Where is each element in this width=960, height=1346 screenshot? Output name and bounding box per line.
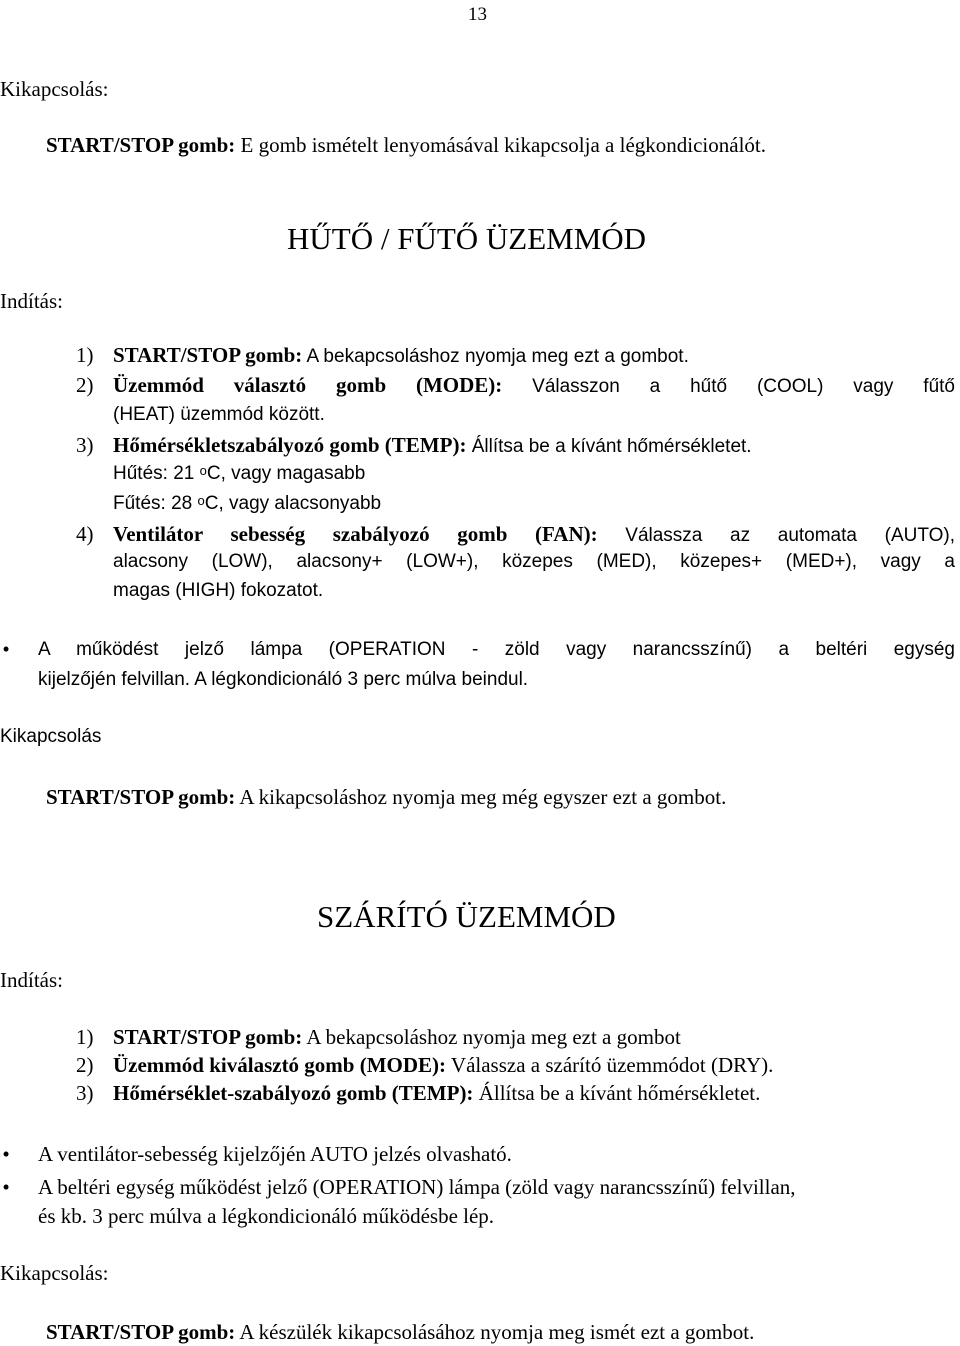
list-item <box>113 1051 773 1079</box>
button-name: START/STOP gomb: <box>46 1320 236 1344</box>
start-stop-off-line <box>46 131 766 159</box>
fan-line-3: magas (HIGH) fokozatot. <box>113 580 324 601</box>
bullet-text-line2: és kb. 3 perc múlva a légkondicionáló működésbe lép. <box>38 1204 495 1228</box>
bullet-text: A ventilátor-sebesség kijelzőjén AUTO jelzés olvasható. <box>38 1142 512 1166</box>
bullet-text-line1: A működést jelző lámpa (OPERATION - zöld vagy narancsszínű) a beltéri egység <box>38 639 955 660</box>
off-heading: Kikapcsolás: <box>0 1261 109 1285</box>
bullet-icon: • <box>2 637 10 661</box>
instruction-text: Válassza a szárító üzemmódot (DRY). <box>446 1053 774 1077</box>
list-item <box>113 1079 760 1107</box>
off-heading: Kikapcsolás: <box>0 77 109 101</box>
list-number: 1) <box>76 1025 94 1049</box>
start-stop-off-line <box>46 783 726 811</box>
section-title-cool-heat: HŰTŐ / FŰTŐ ÜZEMMÓD <box>287 221 647 256</box>
instruction-text: Válassza az automata (AUTO), <box>597 525 955 546</box>
instruction-text: Állítsa be a kívánt hőmérsékletet. <box>473 1081 761 1105</box>
bullet-text-line2: kijelzőjén felvillan. A légkondicionáló 3 perc múlva beindul. <box>38 669 529 690</box>
list-number: 3) <box>76 1081 94 1105</box>
list-item <box>113 371 955 401</box>
bullet-icon: • <box>2 1175 10 1199</box>
button-name: START/STOP gomb: <box>46 133 236 157</box>
page-number: 13 <box>468 4 487 25</box>
instruction-text: Állítsa be a kívánt hőmérsékletet. <box>466 436 752 457</box>
button-name: START/STOP gomb: <box>113 343 303 367</box>
button-name: Üzemmód választó gomb (MODE): <box>113 373 503 397</box>
list-number: 2) <box>76 373 94 397</box>
button-name: Hőmérséklet-szabályozó gomb (TEMP): <box>113 1081 474 1105</box>
list-item <box>113 431 752 461</box>
instruction-text: A készülék kikapcsolásához nyomja meg ismét ezt a gombot. <box>235 1320 755 1344</box>
heating-label: Fűtés: 28 <box>113 493 198 514</box>
heating-temp-line <box>113 490 381 518</box>
list-number: 2) <box>76 1053 94 1077</box>
list-number: 1) <box>76 343 94 367</box>
list-number: 3) <box>76 433 94 457</box>
bullet-icon: • <box>2 1142 10 1166</box>
cooling-temp-line <box>113 460 365 488</box>
button-name: Ventilátor sebesség szabályozó gomb (FAN): <box>113 522 598 546</box>
button-name: Üzemmód kiválasztó gomb (MODE): <box>113 1053 447 1077</box>
heating-value: C, vagy alacsonyabb <box>204 493 382 514</box>
list-item <box>113 1023 681 1051</box>
cooling-value: C, vagy magasabb <box>206 463 366 484</box>
list-item <box>113 520 955 550</box>
bullet-text-line1: A beltéri egység működést jelző (OPERATION) lámpa (zöld vagy narancsszínű) felvillan, <box>38 1175 796 1199</box>
start-heading: Indítás: <box>0 968 63 992</box>
list-item <box>113 341 689 371</box>
button-name: Hőmérsékletszabályozó gomb (TEMP): <box>113 433 467 457</box>
list-number: 4) <box>76 522 94 546</box>
degree-sup: o <box>199 463 207 478</box>
cooling-label: Hűtés: 21 <box>113 463 200 484</box>
instruction-text: A bekapcsoláshoz nyomja meg ezt a gombot <box>302 1025 681 1049</box>
instruction-text: A bekapcsoláshoz nyomja meg ezt a gombot. <box>302 346 689 367</box>
instruction-text: A kikapcsoláshoz nyomja meg még egyszer ezt a gombot. <box>235 785 727 809</box>
button-name: START/STOP gomb: <box>46 785 236 809</box>
section-title-dry: SZÁRÍTÓ ÜZEMMÓD <box>317 899 616 934</box>
start-stop-off-line <box>46 1318 754 1346</box>
instruction-text: E gomb ismételt lenyomásával kikapcsolja a légkondicionálót. <box>235 133 766 157</box>
button-name: START/STOP gomb: <box>113 1025 303 1049</box>
degree-sup: o <box>197 493 205 508</box>
start-heading: Indítás: <box>0 289 63 313</box>
off-heading: Kikapcsolás <box>0 726 102 747</box>
list-item-continuation: (HEAT) üzemmód között. <box>113 404 325 425</box>
instruction-text: Válasszon a hűtő (COOL) vagy fűtő <box>502 376 955 397</box>
fan-line-2: alacsony (LOW), alacsony+ (LOW+), közepes (MED), közepes+ (MED+), vagy a <box>113 551 955 572</box>
